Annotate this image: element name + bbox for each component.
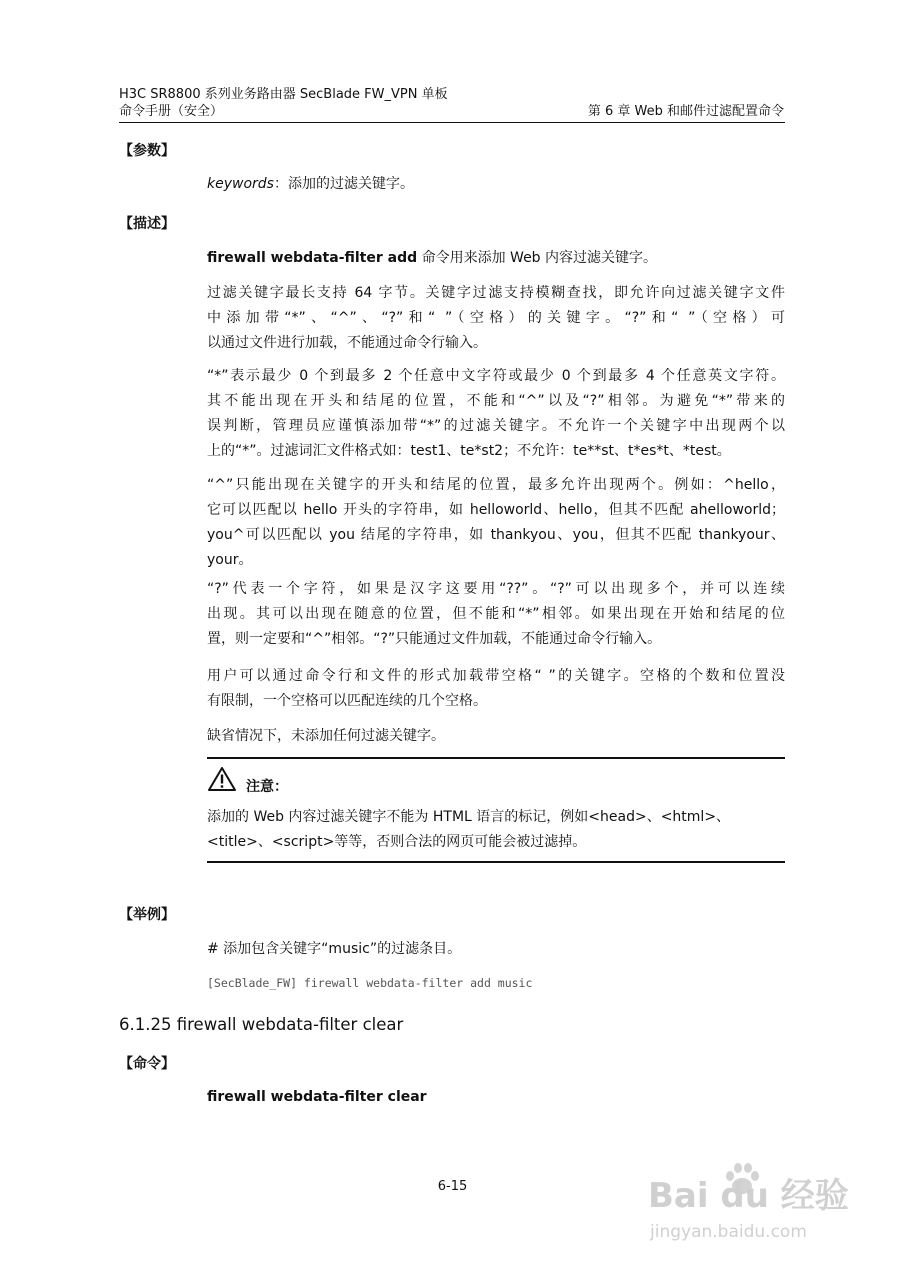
params-text bbox=[207, 172, 414, 197]
p2-line: 误判断，管理员应谨慎添加带“*”的过滤关键字。不允许一个关键字中出现两个以 bbox=[207, 418, 785, 434]
p2-line: 其不能出现在开头和结尾的位置，不能和“^”以及“?”相邻。为避免“*”带来的 bbox=[207, 393, 785, 409]
p3-line: “^”只能出现在关键字的开头和结尾的位置，最多允许出现两个。例如：^hello， bbox=[207, 477, 785, 493]
params-heading: 【参数】 bbox=[119, 143, 175, 159]
p5-line: 用户可以通过命令行和文件的形式加载带空格“ ”的关键字。空格的个数和位置没 bbox=[207, 668, 785, 684]
watermark bbox=[648, 1166, 848, 1256]
describe-paragraph-5 bbox=[207, 664, 785, 714]
p1-line: 过滤关键字最长支持 64 字节。关键字过滤支持模糊查找，即允许向过滤关键字文件 bbox=[207, 285, 785, 301]
command-syntax: firewall webdata-filter clear bbox=[207, 1089, 427, 1105]
p2-line: 上的“*”。过滤词汇文件格式如：test1、te*st2；不允许：te**st、t*es*t、*test。 bbox=[207, 443, 731, 459]
page-number: 6-15 bbox=[437, 1179, 468, 1194]
p3-line: you^可以匹配以 you 结尾的字符串，如 thankyou、you，但其不匹配 thankyour、 bbox=[207, 527, 785, 543]
section-title: 6.1.25 firewall webdata-filter clear bbox=[119, 1015, 404, 1034]
note-top-rule bbox=[207, 757, 785, 759]
header-rule bbox=[119, 122, 785, 123]
describe-command-desc: 命令用来添加 Web 内容过滤关键字。 bbox=[417, 250, 658, 266]
params-keyword: keywords bbox=[207, 176, 274, 192]
note-body bbox=[207, 805, 785, 855]
p1-line: 中添加带“*”、“^”、“?”和“ ”（空格）的关键字。“?”和“ ”（空格）可 bbox=[207, 310, 785, 326]
warning-icon bbox=[207, 766, 237, 796]
describe-paragraph-3 bbox=[207, 473, 785, 573]
note-line: 添加的 Web 内容过滤关键字不能为 HTML 语言的标记，例如<head>、<html>、 bbox=[207, 809, 731, 825]
describe-paragraph-2 bbox=[207, 364, 785, 464]
describe-command-line bbox=[207, 246, 657, 271]
p2-line: “*”表示最少 0 个到最多 2 个任意中文字符或最少 0 个到最多 4 个任意英文字符。 bbox=[207, 368, 785, 384]
note-title: 注意： bbox=[246, 779, 288, 795]
describe-heading: 【描述】 bbox=[119, 216, 175, 232]
header-chapter: 第 6 章 Web 和邮件过滤配置命令 bbox=[587, 104, 784, 119]
watermark-brand: Bai du 经验 bbox=[648, 1176, 849, 1216]
params-desc: ：添加的过滤关键字。 bbox=[273, 176, 414, 192]
header-manual-name: 命令手册（安全） bbox=[119, 104, 224, 119]
command-heading: 【命令】 bbox=[119, 1056, 175, 1072]
describe-paragraph-4 bbox=[207, 577, 785, 652]
describe-paragraph-6: 缺省情况下，未添加任何过滤关键字。 bbox=[207, 728, 445, 744]
example-code: [SecBlade_FW] firewall webdata-filter add music bbox=[207, 976, 533, 990]
p4-line: 出现。其可以出现在随意的位置，但不能和“*”相邻。如果出现在开始和结尾的位 bbox=[207, 606, 785, 622]
example-comment: # 添加包含关键字“music”的过滤条目。 bbox=[207, 941, 462, 957]
p3-line: your。 bbox=[207, 552, 253, 568]
p1-line: 以通过文件进行加载，不能通过命令行输入。 bbox=[207, 335, 487, 351]
describe-paragraph-1 bbox=[207, 281, 785, 356]
describe-command: firewall webdata-filter add bbox=[207, 250, 418, 266]
header-title: H3C SR8800 系列业务路由器 SecBlade FW_VPN 单板 bbox=[119, 87, 448, 102]
note-bottom-rule bbox=[207, 861, 785, 863]
example-heading: 【举例】 bbox=[119, 907, 175, 923]
p3-line: 它可以匹配以 hello 开头的字符串，如 helloworld、hello，但其不匹配 ahelloworld； bbox=[207, 502, 785, 518]
p5-line: 有限制，一个空格可以匹配连续的几个空格。 bbox=[207, 693, 487, 709]
note-line: <title>、<script>等等，否则合法的网页可能会被过滤掉。 bbox=[207, 834, 587, 850]
p4-line: “?”代表一个字符，如果是汉字这要用“??”。“?”可以出现多个，并可以连续 bbox=[207, 581, 785, 597]
p4-line: 置，则一定要和“^”相邻。“?”只能通过文件加载，不能通过命令行输入。 bbox=[207, 631, 662, 647]
watermark-url: jingyan.baidu.com bbox=[650, 1222, 807, 1242]
